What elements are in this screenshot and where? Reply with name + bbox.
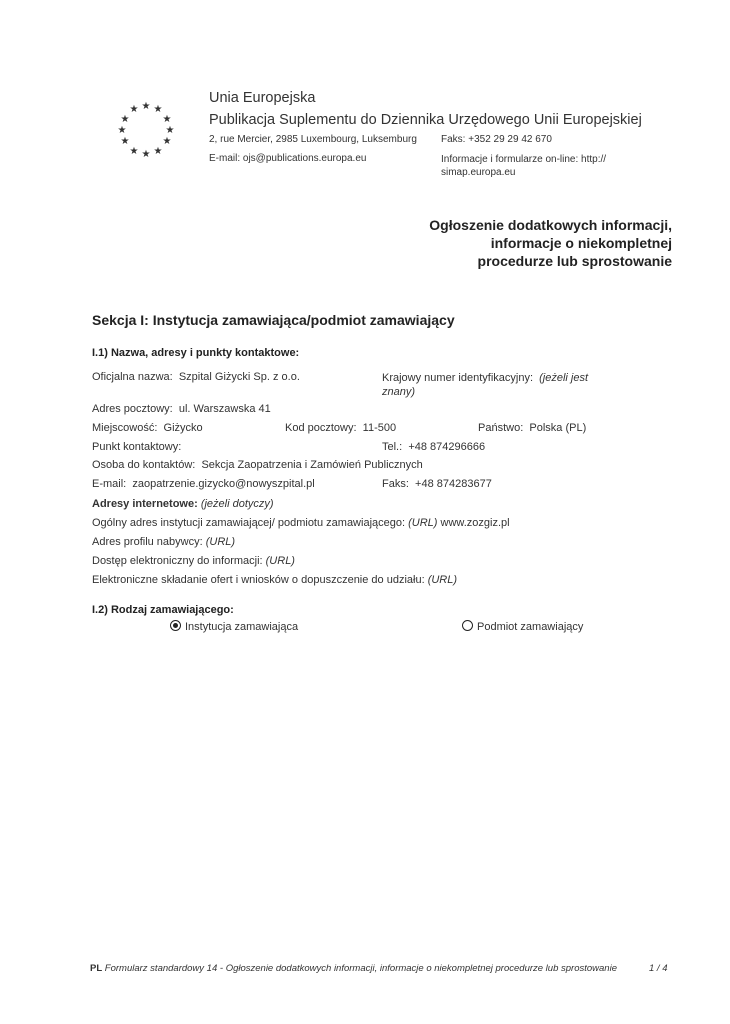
postcode-row xyxy=(285,422,396,434)
radio-option-podmiot[interactable] xyxy=(462,620,583,633)
fax-label: Faks: xyxy=(382,478,409,490)
e-submission-url-hint: (URL) xyxy=(427,574,458,586)
e-access-label: Dostęp elektroniczny do informacji: xyxy=(92,555,263,567)
svg-text:★: ★ xyxy=(117,125,127,136)
postal-address-row xyxy=(92,403,271,415)
section-title: Sekcja I: Instytucja zamawiająca/podmiot zamawiający xyxy=(92,312,455,328)
email-label: E-mail: xyxy=(92,478,127,490)
fax-value: +48 874283677 xyxy=(415,478,492,490)
footer-page-number: 1 / 4 xyxy=(649,963,668,974)
official-name-label: Oficjalna nazwa: xyxy=(92,371,173,383)
svg-text:★: ★ xyxy=(120,136,130,147)
subsection-title-i2: I.2) Rodzaj zamawiającego: xyxy=(92,604,234,616)
buyer-profile-url-hint: (URL) xyxy=(205,536,236,548)
city-label: Miejscowość: xyxy=(92,422,158,434)
footer-form-name: Formularz standardowy 14 - Ogłoszenie dodatkowych informacji, informacje o niekompletnej procedurze lub sprostowanie xyxy=(104,963,617,974)
country-value: Polska (PL) xyxy=(529,422,587,434)
notice-title: Ogłoszenie dodatkowych informacji, informacje o niekompletnej procedurze lub sprostowanie xyxy=(429,217,672,269)
official-name-row xyxy=(92,371,300,383)
header-org: Unia Europejska xyxy=(209,90,316,106)
tel-label: Tel.: xyxy=(382,441,403,453)
header-email: E-mail: ojs@publications.europa.eu xyxy=(209,153,367,164)
email-value[interactable]: zaopatrzenie.gizycko@nowyszpital.pl xyxy=(132,478,315,490)
contact-person-row xyxy=(92,459,423,471)
e-submission-label: Elektroniczne składanie ofert i wniosków o dopuszczenie do udziału: xyxy=(92,574,425,586)
radio-unselected-icon[interactable] xyxy=(462,620,473,631)
national-id-label: Krajowy numer identyfikacyjny: xyxy=(382,372,534,384)
svg-text:★: ★ xyxy=(153,146,163,157)
svg-text:★: ★ xyxy=(162,136,172,147)
contact-person-label: Osoba do kontaktów: xyxy=(92,459,196,471)
svg-text:★: ★ xyxy=(153,104,163,115)
svg-text:★: ★ xyxy=(165,125,175,136)
general-address-value[interactable]: www.zozgiz.pl xyxy=(440,517,510,529)
e-access-row xyxy=(92,555,295,567)
internet-addresses-row xyxy=(92,498,274,510)
e-submission-row xyxy=(92,574,457,586)
country-label: Państwo: xyxy=(478,422,524,434)
general-address-label: Ogólny adres instytucji zamawiającej/ podmiotu zamawiającego: xyxy=(92,517,406,529)
radio-selected-icon[interactable] xyxy=(170,620,181,631)
city-value: Giżycko xyxy=(163,422,203,434)
svg-text:★: ★ xyxy=(141,101,151,112)
internet-addresses-label: Adresy internetowe: xyxy=(92,498,198,510)
postal-address-label: Adres pocztowy: xyxy=(92,403,173,415)
general-address-row xyxy=(92,517,510,529)
national-id-row xyxy=(382,371,622,399)
tel-value: +48 874296666 xyxy=(408,441,486,453)
national-id-hint: (jeżeli jest znany) xyxy=(382,372,589,398)
header-info: Informacje i formularze on-line: http:// simap.europa.eu xyxy=(441,154,607,178)
radio-option-instytucja[interactable] xyxy=(170,620,298,633)
buyer-profile-label: Adres profilu nabywcy: xyxy=(92,536,203,548)
footer-text xyxy=(90,963,630,975)
contact-point-label: Punkt kontaktowy: xyxy=(92,441,182,453)
header-address: 2, rue Mercier, 2985 Luxembourg, Luksemburg xyxy=(209,134,417,145)
header-publication: Publikacja Suplementu do Dziennika Urzędowego Unii Europejskiej xyxy=(209,112,642,128)
svg-text:★: ★ xyxy=(141,149,151,160)
subsection-title-i1: I.1) Nazwa, adresy i punkty kontaktowe: xyxy=(92,347,300,359)
contact-person-value: Sekcja Zaopatrzenia i Zamówień Publicznych xyxy=(201,459,423,471)
svg-text:★: ★ xyxy=(129,146,139,157)
internet-addresses-hint: (jeżeli dotyczy) xyxy=(200,498,274,510)
svg-text:★: ★ xyxy=(162,114,172,125)
email-row xyxy=(92,478,315,490)
fax-row xyxy=(382,478,492,490)
header-fax: Faks: +352 29 29 42 670 xyxy=(441,134,552,145)
svg-text:★: ★ xyxy=(129,104,139,115)
tel-row xyxy=(382,441,485,453)
city-row xyxy=(92,422,203,434)
country-row xyxy=(478,422,586,434)
postal-address-value: ul. Warszawska 41 xyxy=(178,403,271,415)
e-access-url-hint: (URL) xyxy=(265,555,295,567)
buyer-profile-row xyxy=(92,536,235,548)
postcode-value: 11-500 xyxy=(362,422,397,434)
radio-option-podmiot-label: Podmiot zamawiający xyxy=(477,621,584,633)
svg-text:★: ★ xyxy=(120,114,130,125)
general-address-url-hint: (URL) xyxy=(408,517,438,529)
eu-flag-logo xyxy=(112,98,180,162)
postcode-label: Kod pocztowy: xyxy=(285,422,357,434)
footer-lang: PL xyxy=(90,963,103,974)
radio-option-instytucja-label: Instytucja zamawiająca xyxy=(185,621,299,633)
official-name-value: Szpital Giżycki Sp. z o.o. xyxy=(178,371,300,383)
